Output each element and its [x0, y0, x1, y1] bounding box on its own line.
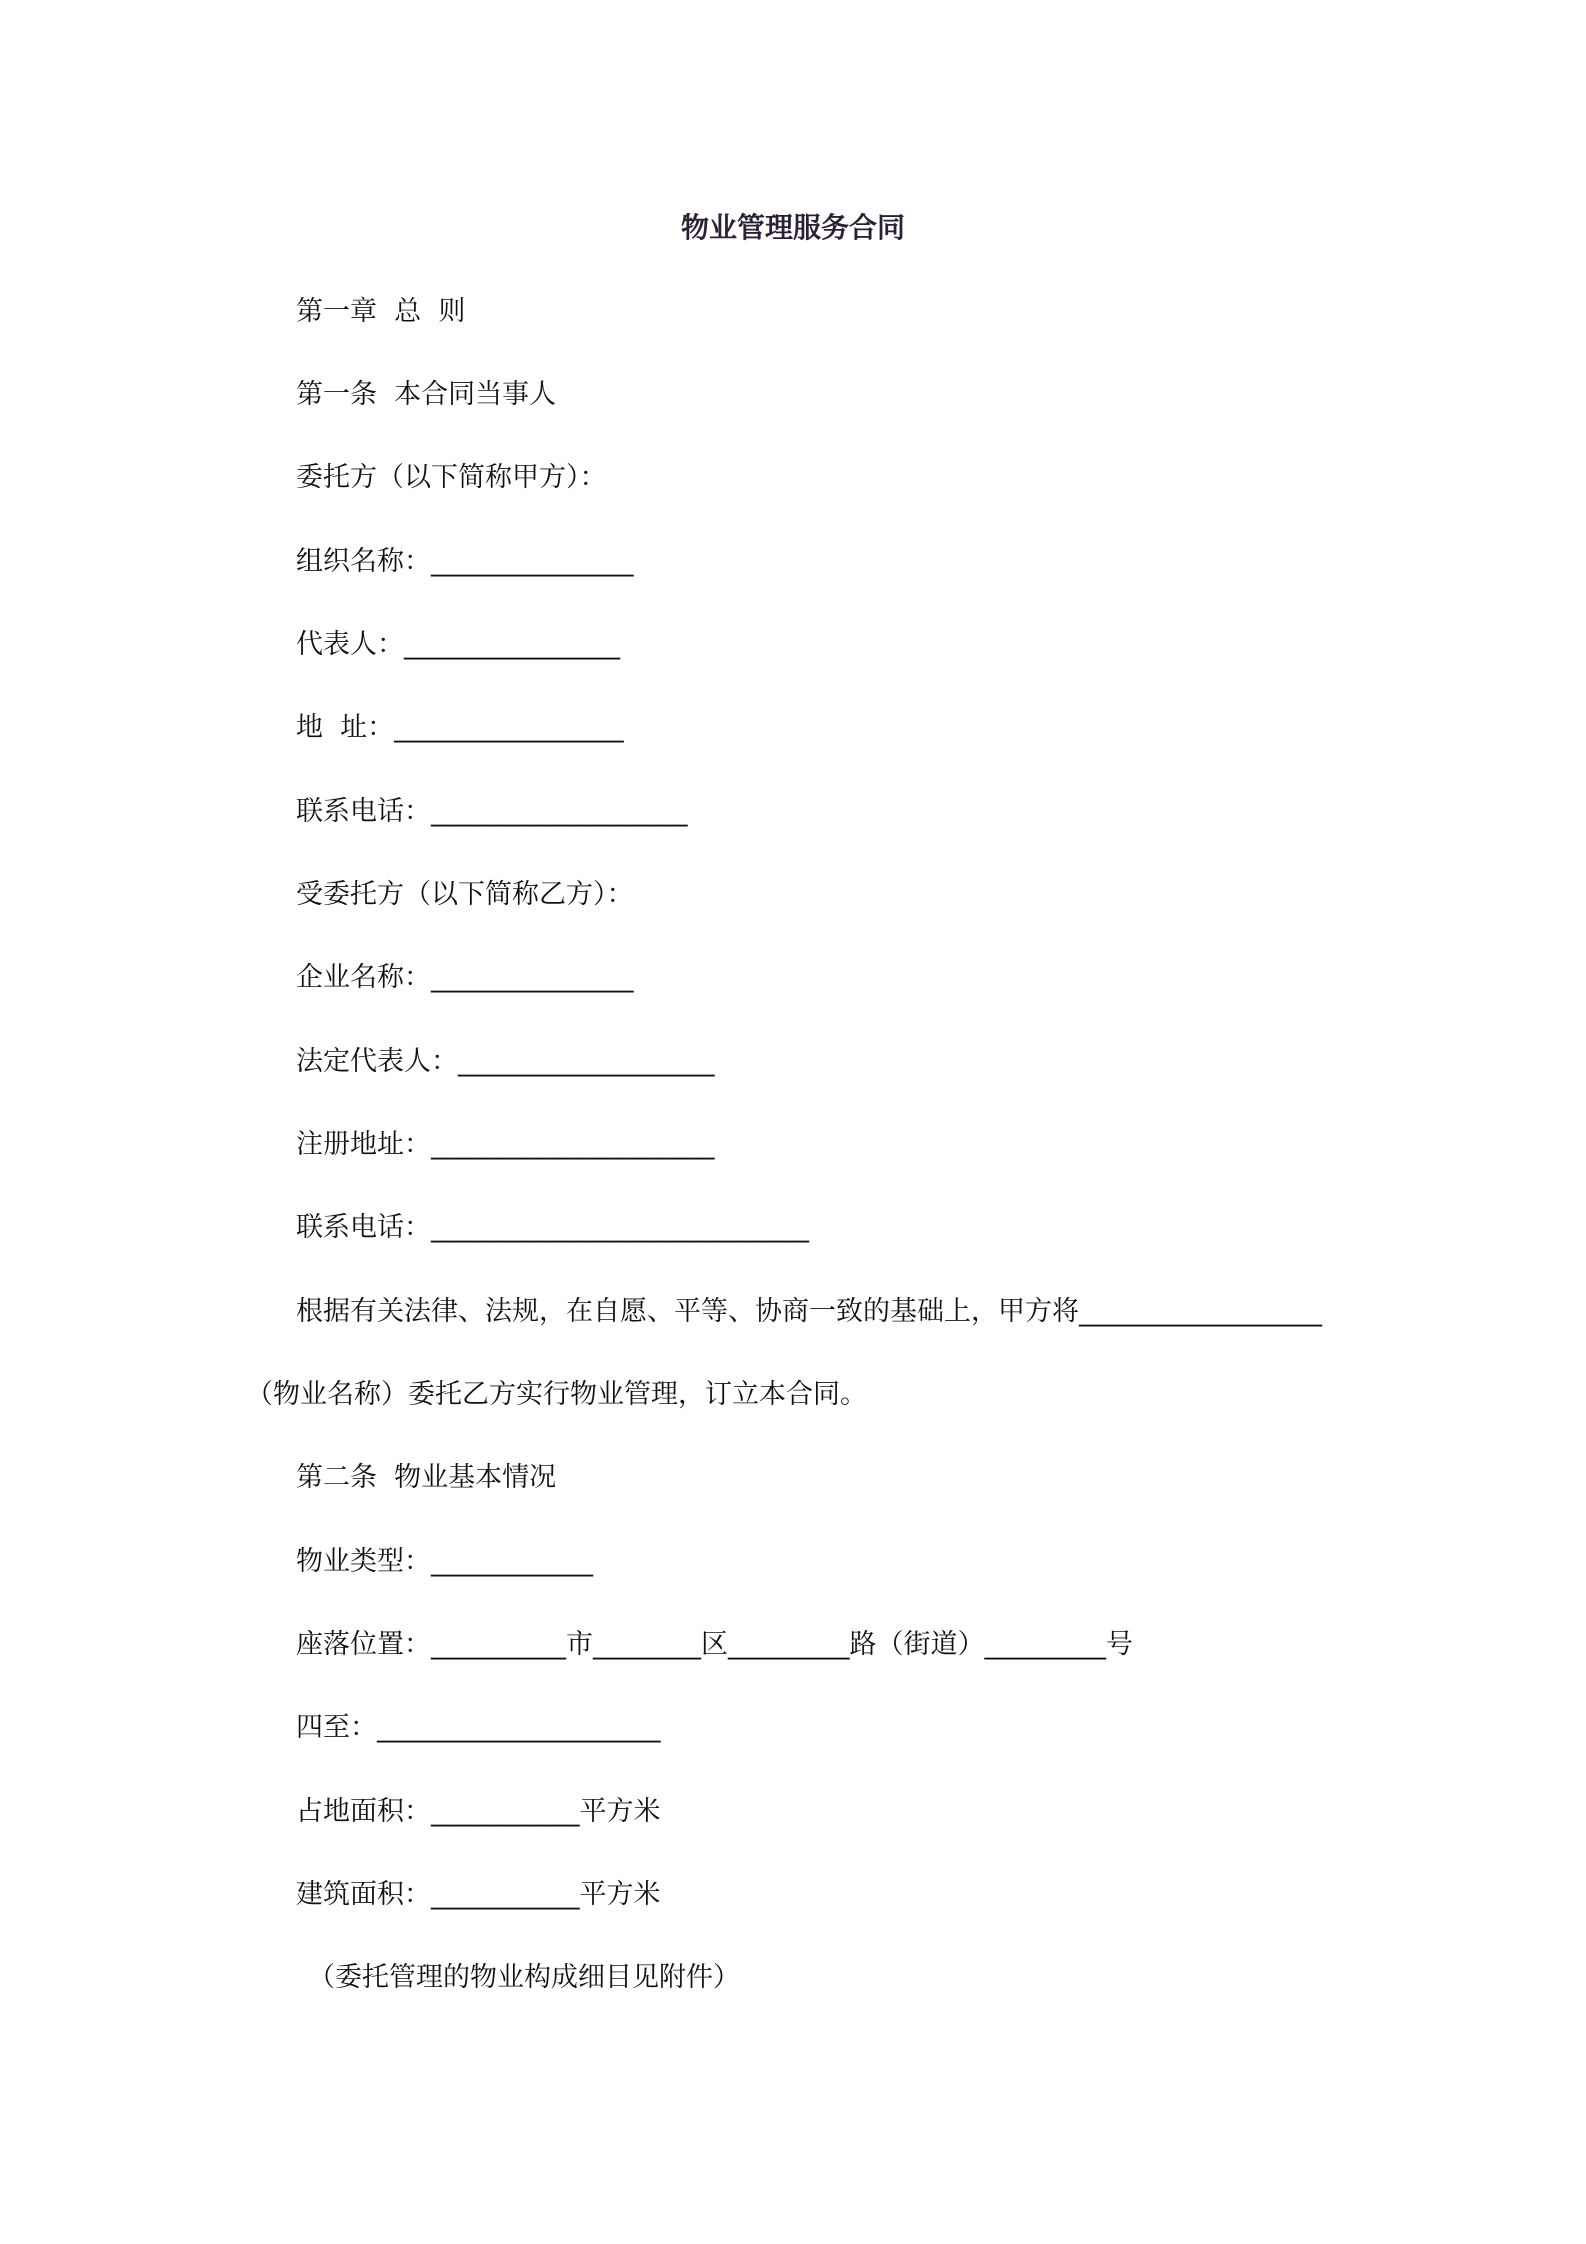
- appendix-note: （委托管理的物业构成细目见附件）: [308, 1962, 740, 1993]
- party-b-legal-representative: 法定代表人：___________________: [296, 1046, 715, 1077]
- party-a-org-name: 组织名称：_______________: [296, 546, 634, 577]
- property-boundaries: 四至：_____________________: [296, 1712, 661, 1743]
- land-area: 占地面积：___________平方米: [296, 1796, 661, 1827]
- document-title: 物业管理服务合同: [680, 211, 905, 244]
- agreement-paragraph-line-1: 根据有关法律、法规，在自愿、平等、协商一致的基础上，甲方将__________________: [296, 1296, 1322, 1327]
- article-heading: 第二条 物业基本情况: [296, 1462, 557, 1493]
- party-a-address: 地 址：_________________: [296, 712, 624, 743]
- party-a-representative: 代表人：________________: [296, 629, 620, 660]
- article-heading: 第一条 本合同当事人: [296, 379, 557, 410]
- party-a-heading: 委托方（以下简称甲方）：: [296, 462, 607, 493]
- party-b-phone: 联系电话：____________________________: [296, 1212, 809, 1243]
- party-a-phone: 联系电话：___________________: [296, 796, 688, 827]
- chapter-heading: 第一章 总 则: [296, 296, 466, 327]
- party-b-registered-address: 注册地址：_____________________: [296, 1129, 715, 1160]
- agreement-paragraph-line-2: （物业名称）委托乙方实行物业管理，订立本合同。: [246, 1379, 867, 1410]
- property-type: 物业类型：____________: [296, 1546, 593, 1577]
- property-location: 座落位置：__________市________区_________路（街道）_________号: [296, 1629, 1133, 1660]
- party-b-company-name: 企业名称：_______________: [296, 962, 634, 993]
- building-area: 建筑面积：___________平方米: [296, 1879, 661, 1910]
- party-b-heading: 受委托方（以下简称乙方）：: [296, 879, 634, 910]
